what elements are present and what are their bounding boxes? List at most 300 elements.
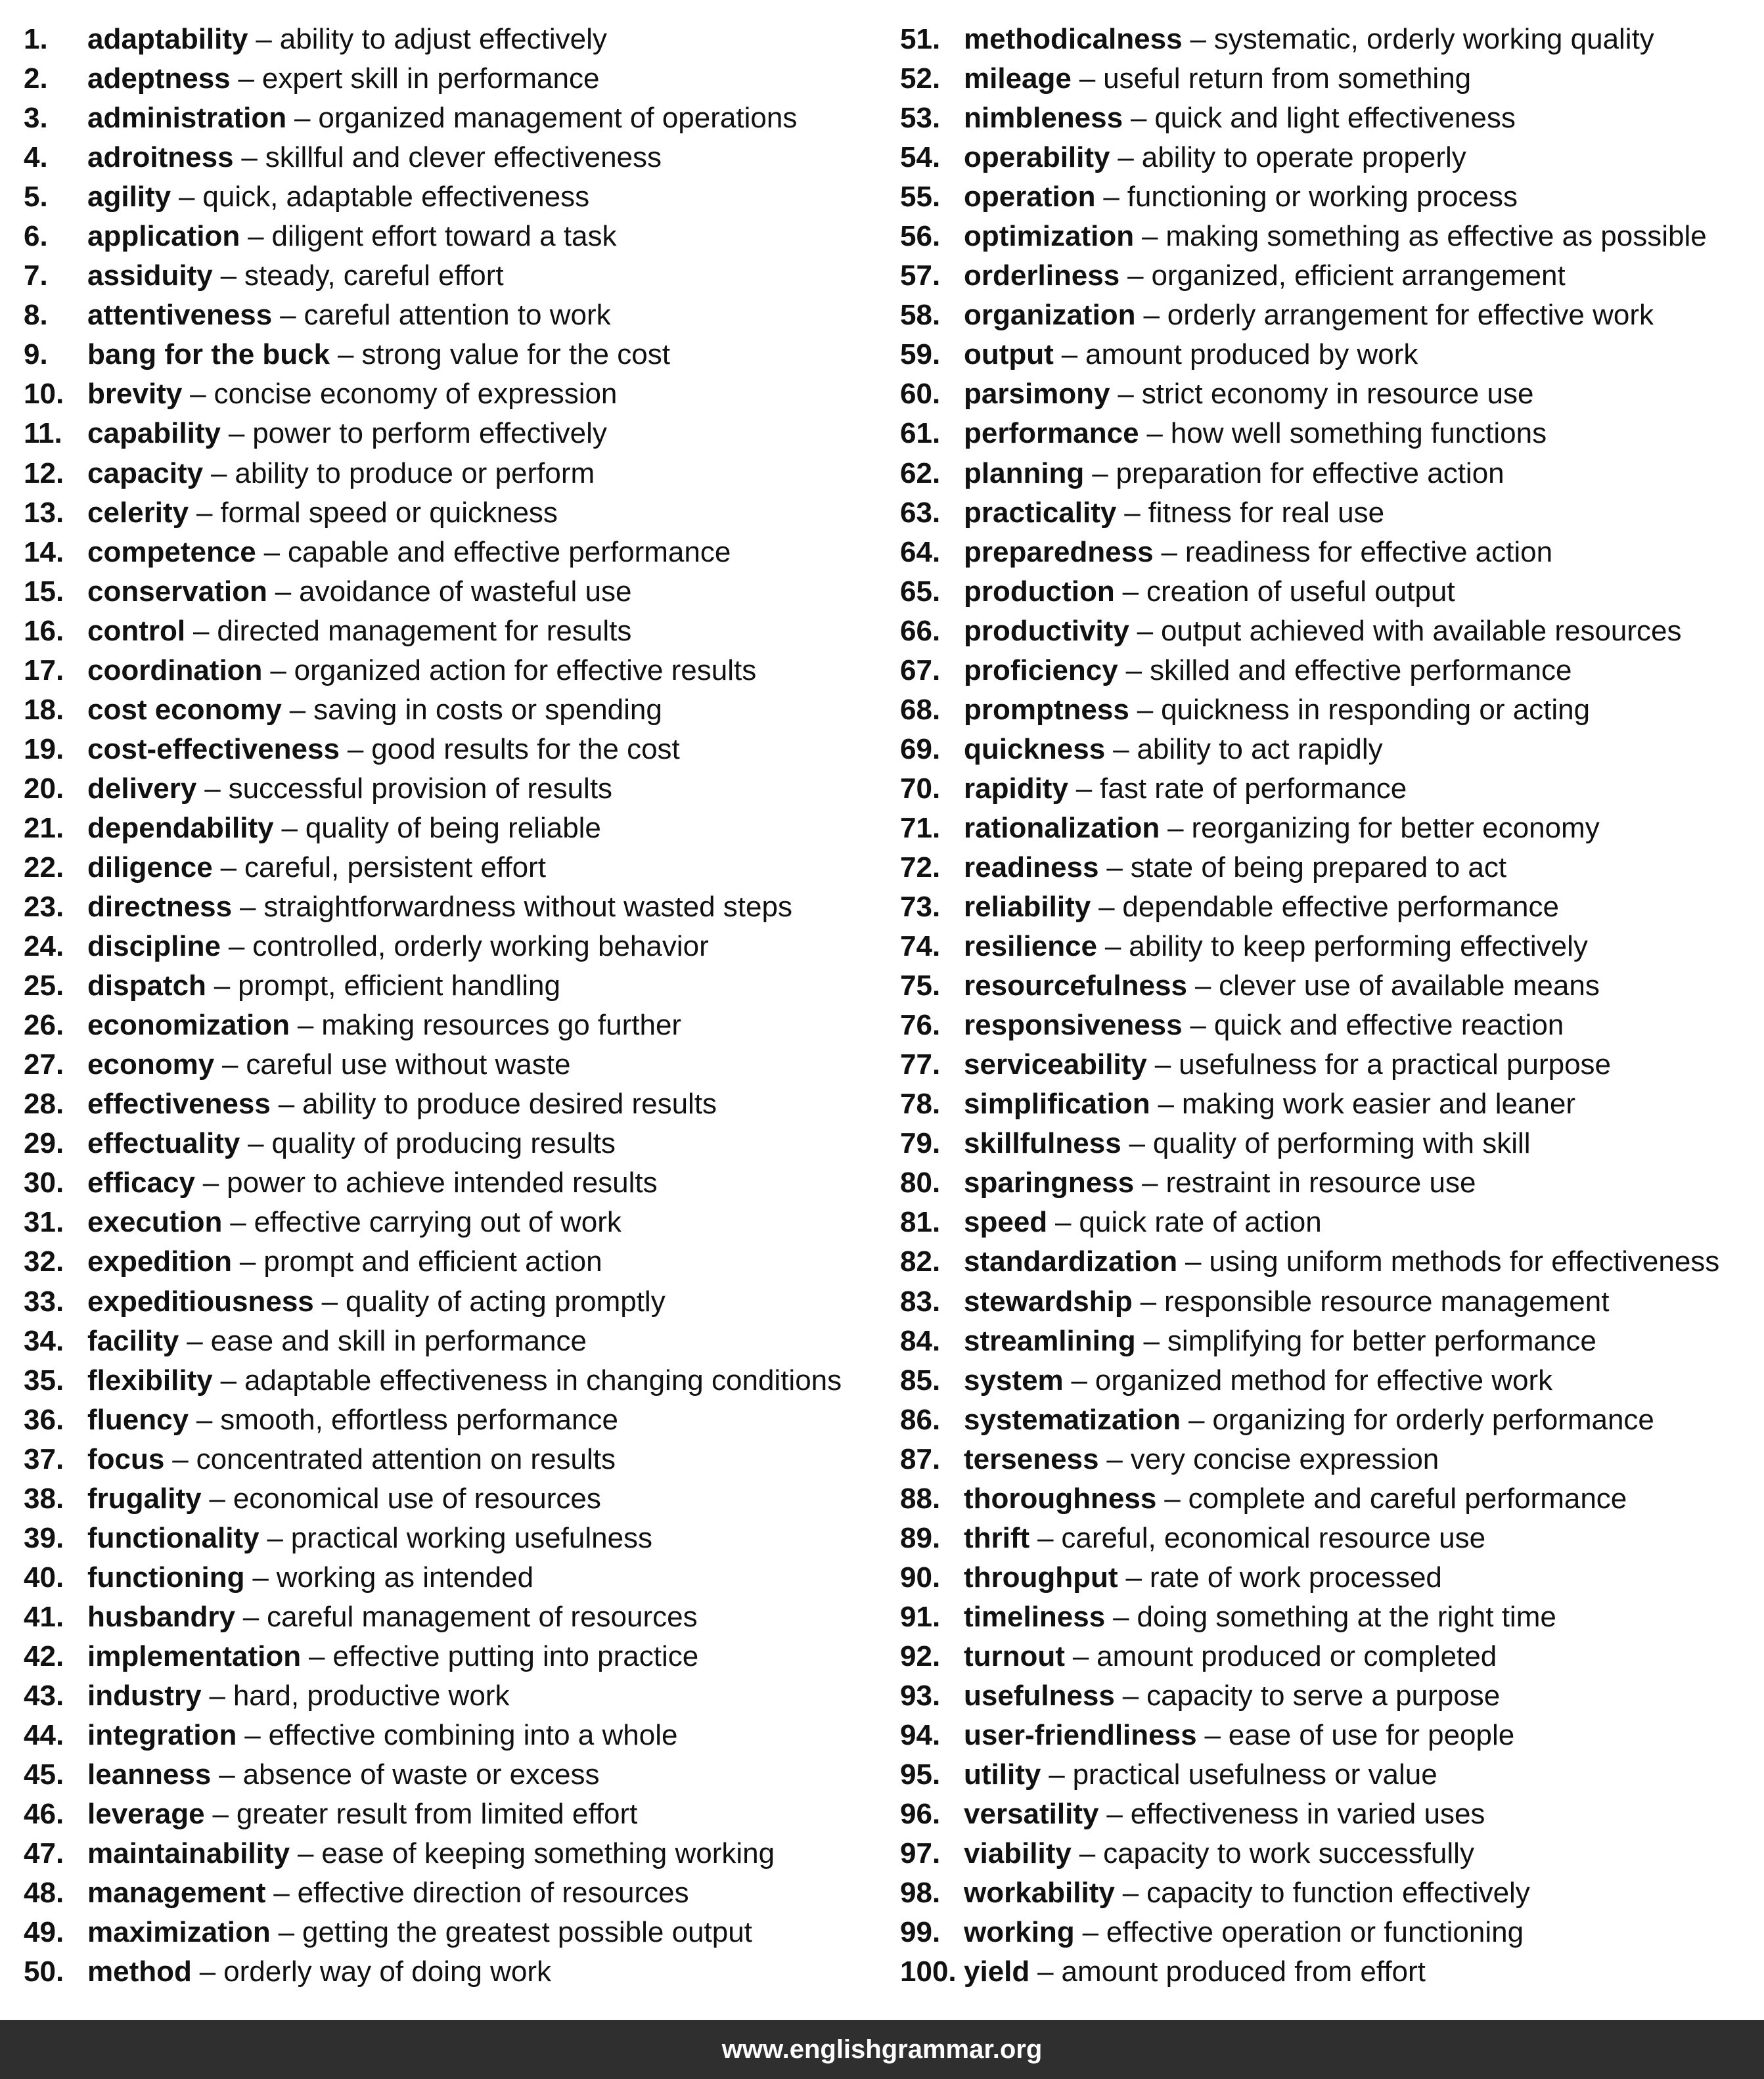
item-number: 25.: [24, 970, 64, 1002]
item-number: 99.: [900, 1916, 941, 1949]
list-item: [24, 20, 891, 59]
item-number: 24.: [24, 930, 64, 963]
list-item: [24, 690, 891, 730]
item-number: 49.: [24, 1916, 64, 1949]
list-item: [900, 1558, 1761, 1598]
item-number: 59.: [900, 338, 941, 371]
item-separator: –: [220, 851, 237, 883]
item-word: fluency: [87, 1403, 189, 1436]
item-word: efficacy: [87, 1167, 195, 1199]
item-separator: –: [1072, 1640, 1089, 1672]
item-word: versatility: [964, 1798, 1099, 1831]
list-item: [24, 1045, 891, 1084]
list-item: [900, 533, 1761, 572]
item-separator: –: [1146, 417, 1163, 450]
list-item: [900, 730, 1761, 769]
list-item: [24, 1203, 891, 1242]
list-item: [24, 217, 891, 256]
item-separator: –: [1122, 1679, 1139, 1712]
item-number: 83.: [900, 1285, 941, 1318]
item-word: streamlining: [964, 1324, 1136, 1357]
item-definition: absence of waste or excess: [242, 1758, 600, 1791]
item-separator: –: [210, 457, 227, 489]
item-word: cost economy: [87, 693, 282, 726]
item-number: 92.: [900, 1640, 941, 1672]
item-definition: ability to adjust effectively: [279, 23, 607, 56]
item-number: 61.: [900, 417, 941, 450]
list-item: [24, 1913, 891, 1952]
item-number: 98.: [900, 1877, 941, 1910]
item-word: productivity: [964, 614, 1129, 647]
item-separator: –: [1130, 102, 1147, 135]
item-word: economy: [87, 1048, 215, 1081]
item-definition: careful use without waste: [246, 1048, 571, 1081]
item-word: yield: [964, 1956, 1030, 1988]
item-word: methodicalness: [964, 23, 1183, 56]
list-item: [24, 1834, 891, 1873]
item-definition: strong value for the cost: [361, 338, 670, 371]
item-word: effectiveness: [87, 1088, 271, 1121]
item-word: operation: [964, 181, 1096, 213]
item-separator: –: [1122, 1877, 1139, 1910]
item-word: mileage: [964, 62, 1072, 95]
item-separator: –: [196, 496, 213, 529]
footer-bar: [0, 2020, 1764, 2079]
item-separator: –: [244, 1719, 261, 1752]
item-definition: organized action for effective results: [294, 654, 757, 686]
item-word: promptness: [964, 693, 1129, 726]
item-number: 86.: [900, 1403, 941, 1436]
footer-website-link[interactable]: www.englishgrammar.org: [721, 2034, 1043, 2064]
item-separator: –: [309, 1640, 325, 1672]
list-item: [900, 1163, 1761, 1203]
item-separator: –: [1190, 1009, 1206, 1042]
item-number: 41.: [24, 1600, 64, 1633]
list-item: [24, 335, 891, 374]
item-definition: ease and skill in performance: [210, 1324, 587, 1357]
item-number: 11.: [24, 417, 62, 450]
item-number: 62.: [900, 457, 941, 489]
item-number: 78.: [900, 1088, 941, 1121]
item-word: responsiveness: [964, 1009, 1183, 1042]
item-definition: ability to produce desired results: [302, 1088, 717, 1121]
item-definition: effective operation or functioning: [1106, 1916, 1524, 1949]
list-item: [900, 1755, 1761, 1795]
item-number: 73.: [900, 891, 941, 924]
item-separator: –: [241, 141, 258, 174]
item-definition: how well something functions: [1170, 417, 1547, 450]
item-number: 17.: [24, 654, 64, 686]
list-item: [900, 1519, 1761, 1558]
item-definition: economical use of resources: [233, 1482, 601, 1515]
item-definition: simplifying for better performance: [1167, 1324, 1596, 1357]
item-separator: –: [297, 1009, 314, 1042]
list-item: [900, 1084, 1761, 1124]
list-item: [24, 1676, 891, 1716]
item-separator: –: [1113, 1600, 1129, 1633]
item-separator: –: [1137, 693, 1154, 726]
item-word: performance: [964, 417, 1139, 450]
item-separator: –: [220, 1364, 237, 1397]
item-word: attentiveness: [87, 299, 273, 332]
item-word: sparingness: [964, 1167, 1135, 1199]
list-item: [24, 1440, 891, 1479]
item-word: functionality: [87, 1521, 260, 1554]
item-word: brevity: [87, 378, 183, 411]
item-definition: capacity to function effectively: [1146, 1877, 1530, 1910]
item-separator: –: [1154, 1048, 1171, 1081]
item-separator: –: [1190, 23, 1206, 56]
list-item: [900, 1242, 1761, 1282]
item-word: user-friendliness: [964, 1719, 1197, 1752]
item-number: 81.: [900, 1206, 941, 1239]
item-separator: –: [238, 62, 254, 95]
item-definition: ability to keep performing effectively: [1129, 930, 1588, 963]
item-number: 20.: [24, 772, 64, 805]
item-definition: good results for the cost: [371, 732, 680, 765]
item-definition: effective carrying out of work: [254, 1206, 622, 1239]
item-definition: systematic, orderly working quality: [1213, 23, 1654, 56]
item-word: expeditiousness: [87, 1285, 314, 1318]
list-item: [24, 374, 891, 414]
item-definition: quality of being reliable: [305, 811, 601, 844]
item-separator: –: [248, 220, 264, 253]
list-item: [24, 1124, 891, 1163]
list-item: [900, 1282, 1761, 1322]
item-definition: effectiveness in varied uses: [1130, 1798, 1485, 1831]
item-definition: making work easier and leaner: [1181, 1088, 1576, 1121]
item-separator: –: [1125, 654, 1142, 686]
item-word: turnout: [964, 1640, 1065, 1672]
item-definition: prompt and efficient action: [263, 1245, 602, 1278]
item-word: timeliness: [964, 1600, 1106, 1633]
list-item: [900, 1203, 1761, 1242]
item-separator: –: [275, 575, 292, 608]
item-separator: –: [1122, 575, 1139, 608]
item-separator: –: [278, 1916, 295, 1949]
item-definition: formal speed or quickness: [220, 496, 558, 529]
list-item: [24, 1952, 891, 1992]
item-number: 26.: [24, 1009, 64, 1042]
item-separator: –: [289, 693, 306, 726]
item-definition: orderly arrangement for effective work: [1167, 299, 1654, 332]
item-number: 40.: [24, 1561, 64, 1594]
item-definition: preparation for effective action: [1116, 457, 1504, 489]
item-definition: ease of use for people: [1228, 1719, 1515, 1752]
item-definition: reorganizing for better economy: [1191, 811, 1600, 844]
item-definition: effective combining into a whole: [268, 1719, 678, 1752]
list-item: [24, 1519, 891, 1558]
item-separator: –: [263, 535, 281, 568]
item-definition: quality of producing results: [271, 1127, 616, 1160]
item-word: usefulness: [964, 1679, 1115, 1712]
item-word: thoroughness: [964, 1482, 1157, 1515]
item-separator: –: [1164, 1482, 1181, 1515]
item-separator: –: [1204, 1719, 1221, 1752]
item-number: 93.: [900, 1679, 941, 1712]
item-separator: –: [1188, 1403, 1205, 1436]
item-word: competence: [87, 535, 256, 568]
list-item: [24, 1163, 891, 1203]
item-word: organization: [964, 299, 1136, 332]
list-item: [900, 256, 1761, 296]
item-definition: practical working usefulness: [290, 1521, 653, 1554]
item-definition: quick, adaptable effectiveness: [202, 181, 590, 213]
item-number: 3.: [24, 102, 48, 135]
list-item: [24, 769, 891, 809]
item-definition: organizing for orderly performance: [1212, 1403, 1654, 1436]
list-item: [24, 1479, 891, 1519]
list-item: [24, 1558, 891, 1598]
item-word: adroitness: [87, 141, 234, 174]
item-number: 39.: [24, 1521, 64, 1554]
list-item: [24, 1006, 891, 1045]
item-separator: –: [252, 1561, 269, 1594]
item-number: 63.: [900, 496, 941, 529]
item-number: 88.: [900, 1482, 941, 1515]
item-definition: successful provision of results: [228, 772, 613, 805]
list-item: [900, 1479, 1761, 1519]
item-word: dependability: [87, 811, 274, 844]
item-word: coordination: [87, 654, 263, 686]
item-separator: –: [1124, 496, 1141, 529]
item-word: economization: [87, 1009, 290, 1042]
item-word: output: [964, 338, 1054, 371]
item-word: husbandry: [87, 1600, 235, 1633]
list-item: [900, 20, 1761, 59]
item-separator: –: [228, 930, 245, 963]
item-number: 50.: [24, 1956, 64, 1988]
item-definition: power to perform effectively: [252, 417, 607, 450]
item-separator: –: [1075, 772, 1093, 805]
list-item: [24, 1637, 891, 1676]
item-word: rapidity: [964, 772, 1068, 805]
item-separator: –: [1143, 1324, 1160, 1357]
item-definition: amount produced from effort: [1061, 1956, 1426, 1988]
list-item: [900, 99, 1761, 138]
list-item: [900, 1361, 1761, 1400]
item-word: application: [87, 220, 240, 253]
item-word: serviceability: [964, 1048, 1147, 1081]
item-word: resilience: [964, 930, 1098, 963]
item-number: 43.: [24, 1679, 64, 1712]
item-separator: –: [187, 1324, 203, 1357]
list-item: [24, 730, 891, 769]
item-separator: –: [1049, 1758, 1065, 1791]
item-separator: –: [1125, 1561, 1142, 1594]
item-word: nimbleness: [964, 102, 1123, 135]
item-separator: –: [1037, 1956, 1054, 1988]
item-separator: –: [190, 378, 206, 411]
item-definition: steady, careful effort: [244, 259, 504, 292]
item-number: 84.: [900, 1324, 941, 1357]
item-definition: quick rate of action: [1079, 1206, 1322, 1239]
list-item: [900, 335, 1761, 374]
item-word: integration: [87, 1719, 237, 1752]
item-word: conservation: [87, 575, 267, 608]
item-word: practicality: [964, 496, 1117, 529]
list-item: [900, 1637, 1761, 1676]
item-separator: –: [222, 1048, 238, 1081]
item-definition: fitness for real use: [1148, 496, 1385, 529]
item-separator: –: [202, 1167, 219, 1199]
item-number: 66.: [900, 614, 941, 647]
item-definition: diligent effort toward a task: [271, 220, 617, 253]
item-word: delivery: [87, 772, 197, 805]
item-definition: very concise expression: [1130, 1442, 1439, 1475]
item-separator: –: [212, 1798, 229, 1831]
item-definition: quick and effective reaction: [1213, 1009, 1564, 1042]
item-separator: –: [1185, 1245, 1202, 1278]
item-number: 85.: [900, 1364, 941, 1397]
item-word: rationalization: [964, 811, 1160, 844]
list-item: [900, 493, 1761, 533]
item-word: capacity: [87, 457, 204, 489]
item-number: 10.: [24, 378, 64, 411]
item-number: 70.: [900, 772, 941, 805]
list-item: [24, 572, 891, 612]
item-separator: –: [179, 181, 195, 213]
item-definition: careful management of resources: [267, 1600, 698, 1633]
item-definition: capacity to serve a purpose: [1146, 1679, 1501, 1712]
item-word: method: [87, 1956, 192, 1988]
item-separator: –: [297, 1837, 314, 1870]
list-item: [24, 493, 891, 533]
item-definition: saving in costs or spending: [313, 693, 662, 726]
item-number: 82.: [900, 1245, 941, 1278]
item-number: 91.: [900, 1600, 941, 1633]
item-definition: responsible resource management: [1164, 1285, 1610, 1318]
list-item: [900, 217, 1761, 256]
item-number: 32.: [24, 1245, 64, 1278]
item-word: cost-effectiveness: [87, 732, 340, 765]
item-separator: –: [1129, 1127, 1146, 1160]
list-item: [900, 1873, 1761, 1913]
item-word: readiness: [964, 851, 1099, 883]
item-word: reliability: [964, 891, 1091, 924]
item-number: 33.: [24, 1285, 64, 1318]
item-separator: –: [239, 891, 256, 924]
list-item: [24, 59, 891, 99]
item-definition: strict economy in resource use: [1141, 378, 1534, 411]
item-definition: making resources go further: [321, 1009, 682, 1042]
item-separator: –: [1061, 338, 1078, 371]
list-item: [900, 927, 1761, 966]
item-definition: output achieved with available resources: [1161, 614, 1682, 647]
item-word: agility: [87, 181, 171, 213]
item-definition: concise economy of expression: [214, 378, 618, 411]
item-number: 27.: [24, 1048, 64, 1081]
list-item: [900, 138, 1761, 177]
item-separator: –: [321, 1285, 338, 1318]
item-word: bang for the buck: [87, 338, 330, 371]
item-number: 53.: [900, 102, 941, 135]
item-separator: –: [1055, 1206, 1072, 1239]
item-definition: amount produced by work: [1085, 338, 1418, 371]
item-word: management: [87, 1877, 266, 1910]
item-word: facility: [87, 1324, 179, 1357]
item-definition: careful, economical resource use: [1061, 1521, 1486, 1554]
item-separator: –: [228, 417, 245, 450]
item-separator: –: [1079, 62, 1096, 95]
list-item: [900, 769, 1761, 809]
item-number: 19.: [24, 732, 64, 765]
item-separator: –: [278, 1088, 295, 1121]
item-number: 38.: [24, 1482, 64, 1515]
item-definition: ability to act rapidly: [1137, 732, 1383, 765]
item-word: working: [964, 1916, 1075, 1949]
item-definition: usefulness for a practical purpose: [1179, 1048, 1612, 1081]
list-item: [900, 1834, 1761, 1873]
word-list-column-left: [24, 20, 891, 1992]
list-item: [24, 138, 891, 177]
list-item: [24, 1282, 891, 1322]
item-number: 12.: [24, 457, 64, 489]
item-definition: restraint in resource use: [1165, 1167, 1476, 1199]
item-separator: –: [219, 1758, 235, 1791]
item-separator: –: [1113, 732, 1129, 765]
item-number: 45.: [24, 1758, 64, 1791]
item-word: dispatch: [87, 970, 206, 1002]
item-definition: working as intended: [276, 1561, 534, 1594]
item-number: 30.: [24, 1167, 64, 1199]
item-definition: avoidance of wasteful use: [299, 575, 632, 608]
item-definition: ease of keeping something working: [321, 1837, 775, 1870]
list-item: [900, 848, 1761, 887]
item-separator: –: [267, 1521, 283, 1554]
item-separator: –: [1106, 1798, 1123, 1831]
list-item: [24, 296, 891, 335]
item-separator: –: [347, 732, 364, 765]
item-definition: getting the greatest possible output: [302, 1916, 752, 1949]
item-word: workability: [964, 1877, 1115, 1910]
item-definition: ability to produce or perform: [235, 457, 595, 489]
item-separator: –: [273, 1877, 290, 1910]
item-separator: –: [196, 1403, 213, 1436]
item-separator: –: [270, 654, 286, 686]
list-item: [24, 454, 891, 493]
item-separator: –: [172, 1442, 189, 1475]
item-number: 96.: [900, 1798, 941, 1831]
item-number: 23.: [24, 891, 64, 924]
item-separator: –: [204, 772, 221, 805]
item-word: maintainability: [87, 1837, 290, 1870]
item-separator: –: [209, 1482, 225, 1515]
item-definition: complete and careful performance: [1188, 1482, 1627, 1515]
item-definition: organized, efficient arrangement: [1151, 259, 1566, 292]
item-number: 97.: [900, 1837, 941, 1870]
item-word: functioning: [87, 1561, 245, 1594]
item-definition: quality of acting promptly: [346, 1285, 666, 1318]
item-number: 68.: [900, 693, 941, 726]
item-number: 95.: [900, 1758, 941, 1791]
item-word: resourcefulness: [964, 970, 1187, 1002]
item-definition: effective direction of resources: [297, 1877, 689, 1910]
item-number: 54.: [900, 141, 941, 174]
list-item: [900, 1440, 1761, 1479]
item-number: 77.: [900, 1048, 941, 1081]
item-definition: prompt, efficient handling: [238, 970, 560, 1002]
item-word: celerity: [87, 496, 189, 529]
item-word: viability: [964, 1837, 1072, 1870]
list-item: [24, 1322, 891, 1361]
item-number: 46.: [24, 1798, 64, 1831]
item-separator: –: [1037, 1521, 1054, 1554]
item-definition: quickness in responding or acting: [1161, 693, 1591, 726]
list-item: [900, 1676, 1761, 1716]
item-number: 69.: [900, 732, 941, 765]
item-separator: –: [214, 970, 231, 1002]
